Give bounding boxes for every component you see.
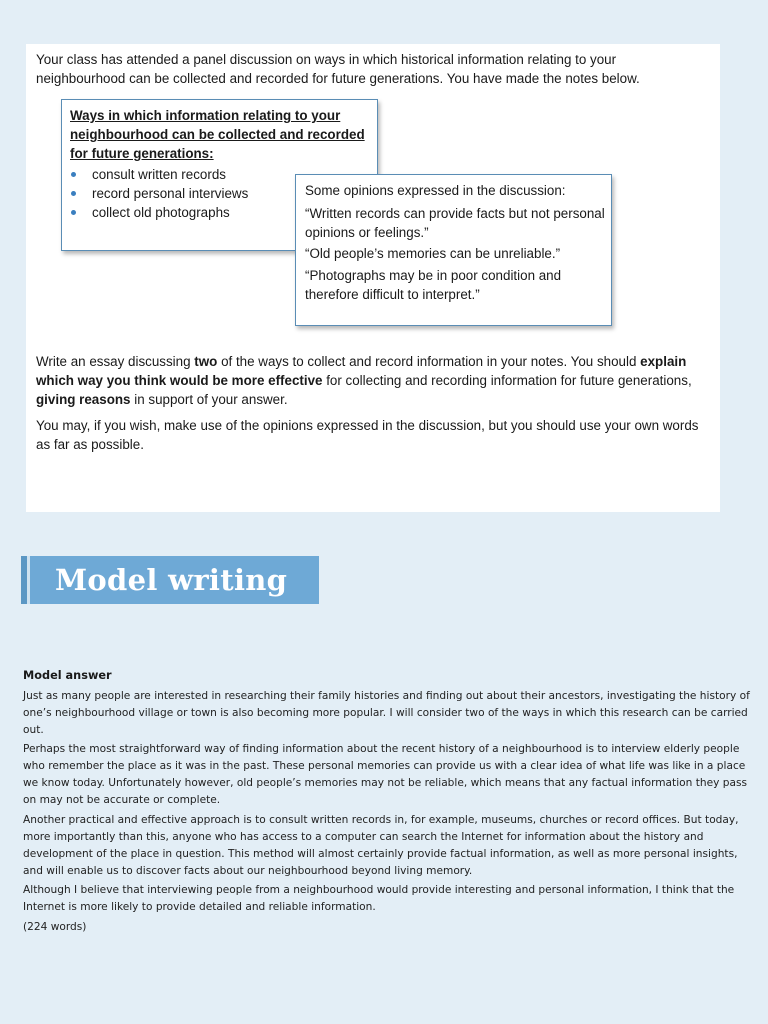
opinions-heading: Some opinions expressed in the discussion: (305, 183, 566, 198)
task-instruction-opinions: You may, if you wish, make use of the opinions expressed in the discussion, but you should use your own words as far as possible. (36, 418, 699, 452)
section-banner (21, 556, 319, 604)
list-item (70, 165, 248, 184)
opinion-quote: “Old people’s memories can be unreliable.” (305, 246, 561, 261)
model-paragraph: Just as many people are interested in researching their family histories and finding out about their ancestors, investigating the history of one’s neighbourhood village or town is also becoming more popular. I will consider two of the ways in which this research can be carried out. (23, 690, 750, 736)
model-paragraph: Although I believe that interviewing people from a neighbourhood would provide interesting and personal information, I think that the Internet is more likely to provide detailed and reliable information. (23, 884, 735, 913)
list-item (70, 184, 248, 203)
task-intro: Your class has attended a panel discussion on ways in which historical information relating to your neighbourhood can be collected and recorded for future generations. You have made the notes below. (36, 52, 640, 86)
bullet-icon (71, 172, 76, 177)
list-item (70, 203, 248, 222)
bullet-icon (71, 210, 76, 215)
task-panel (26, 44, 720, 512)
model-answer-label: Model answer (23, 669, 112, 682)
opinion-quote: “Photographs may be in poor condition and therefore difficult to interpret.” (305, 268, 562, 302)
list-item-text: collect old photographs (92, 205, 230, 220)
task-instruction: Write an essay discussing two of the ways to collect and record information in your notes. You should explain which way you think would be more effective for collecting and recording information for future generations, giving reasons in support of your answer. (36, 354, 692, 407)
bullet-icon (71, 191, 76, 196)
banner-stripe (21, 556, 30, 604)
opinion-quote: “Written records can provide facts but not personal opinions or feelings.” (305, 206, 605, 240)
model-paragraph: Another practical and effective approach is to consult written records in, for example, museums, churches or record offices. But today, more importantly than this, anyone who has access to a computer can search the Internet for information about the history and development of the place in question. This method will almost certainly provide factual information, as well as more personal insights, and will enable us to discover facts about our neighbourhood beyond living memory. (23, 814, 739, 877)
word-count: (224 words) (23, 921, 87, 933)
section-title: Model writing (55, 563, 288, 597)
notes-list (70, 165, 248, 222)
model-paragraph: Perhaps the most straightforward way of finding information about the recent history of a neighbourhood is to interview elderly people who remember the place as it was in the past. These personal memories can provide us with a clear idea of what life was like in a place we know today. Unfortunately however, old people’s memories may not be reliable, which means that any factual information they pass on may not be accurate or complete. (23, 743, 747, 806)
list-item-text: record personal interviews (92, 186, 249, 201)
list-item-text: consult written records (92, 167, 226, 182)
notes-box-opinions (295, 174, 612, 326)
notes-box-heading: Ways in which information relating to your neighbourhood can be collected and recorded for future generations: (70, 108, 365, 161)
